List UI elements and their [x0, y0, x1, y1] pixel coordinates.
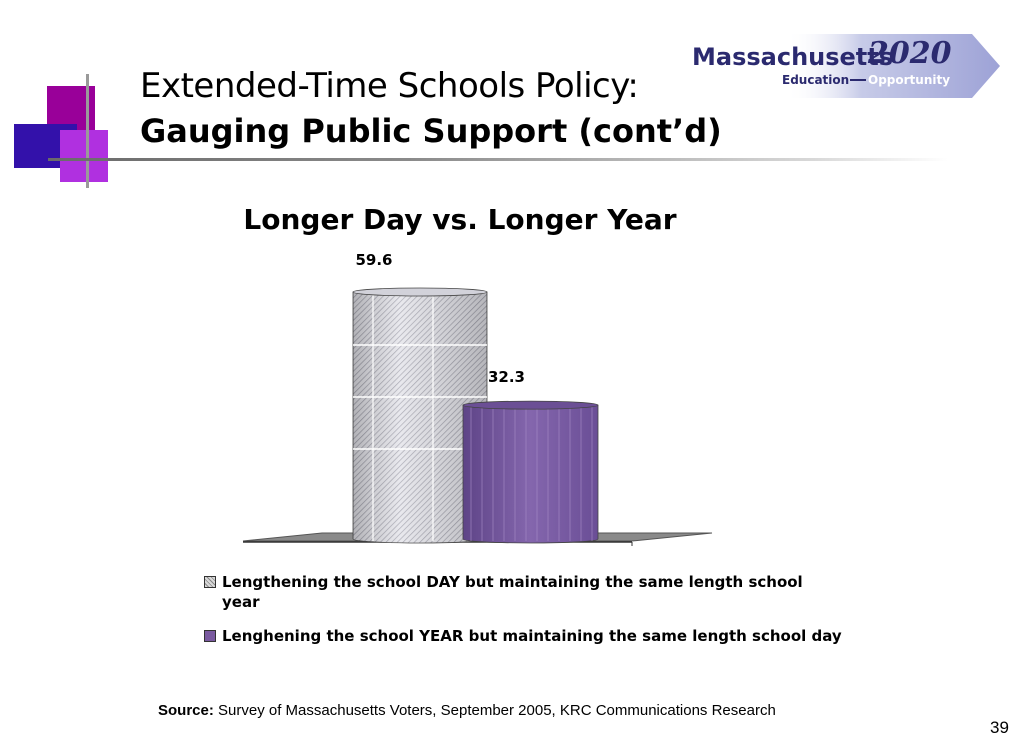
bar-longer-year-top — [463, 401, 598, 409]
source-note — [158, 702, 776, 719]
logo-name: Massachusetts — [692, 43, 894, 71]
bar-longer-day-top — [353, 288, 487, 296]
chart-title: Longer Day vs. Longer Year — [243, 203, 677, 236]
data-label: 32.3 — [487, 368, 526, 387]
legend-item-day — [204, 572, 844, 612]
bar-longer-year — [463, 401, 598, 543]
bar-longer-year-body — [463, 405, 598, 543]
data-label: 59.6 — [355, 251, 393, 269]
slide-title-line-1: Extended-Time Schools Policy: — [140, 66, 639, 106]
legend-item-year — [204, 626, 844, 646]
legend-label-year: Lenghening the school YEAR but maintaining the same length school day — [222, 627, 842, 645]
source-text: Survey of Massachusetts Voters, September 2005, KRC Communications Research — [218, 702, 776, 719]
legend-label-day: Lengthening the school DAY but maintaining the same length school year — [222, 573, 803, 611]
logo-year: 2020 — [868, 36, 952, 71]
logo-tagline-left: Education — [782, 73, 850, 87]
source-label: Source: — [158, 702, 214, 719]
slide-title-line-2: Gauging Public Support (cont’d) — [140, 112, 722, 150]
logo-tagline-right: Opportunity — [868, 73, 951, 87]
page-number: 39 — [990, 718, 1009, 737]
legend-swatch-day — [204, 576, 216, 588]
legend-swatch-year — [204, 630, 216, 642]
